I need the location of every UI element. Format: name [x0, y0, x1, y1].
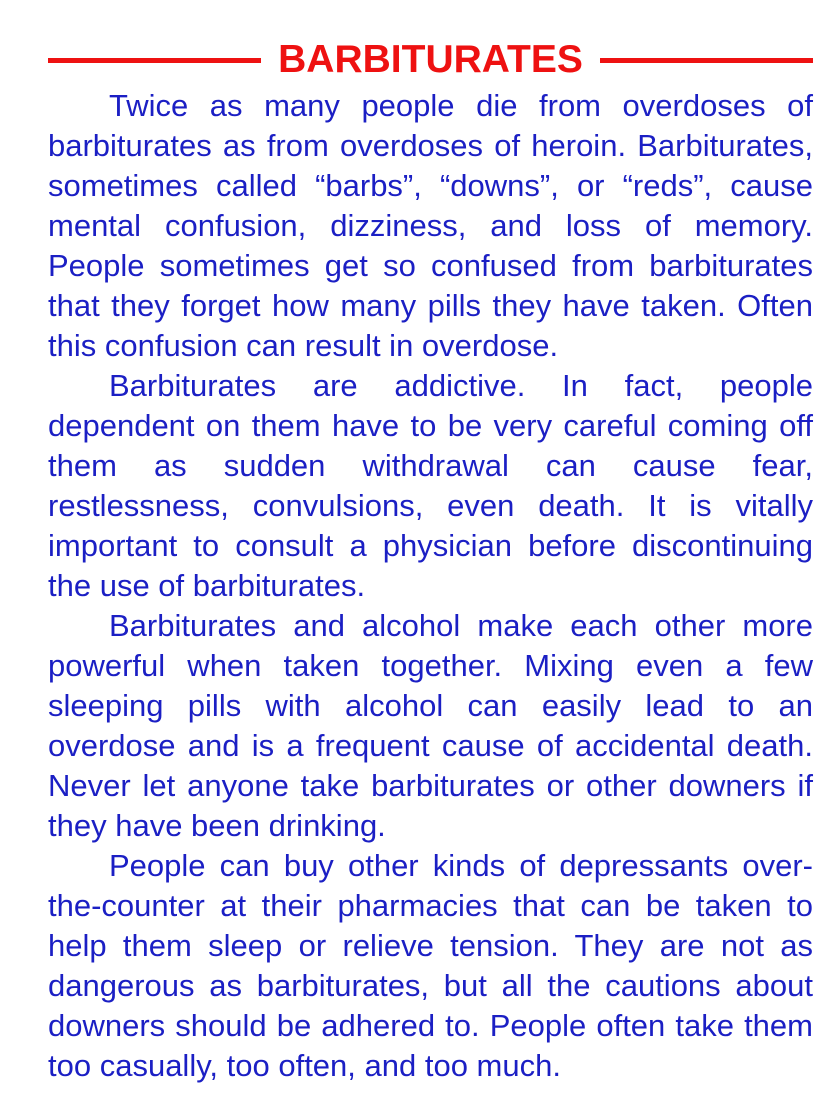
article-body	[48, 86, 813, 1086]
paragraph-overdose: Twice as many people die from overdoses of barbiturates as from overdoses of heroin. Barbiturates, sometimes called “barbs”, “downs”, or “reds”, cause mental confusion, dizziness, and loss of memory. People sometimes get so confused from barbiturates that they forget how many pills they have taken. Often this confusion can result in overdose.	[48, 88, 813, 363]
section-heading-row	[48, 34, 813, 86]
heading-rule-left	[48, 58, 261, 63]
heading-rule-right	[600, 58, 813, 63]
paragraph-addiction: Barbiturates are addictive. In fact, people dependent on them have to be very careful coming off them as sudden withdrawal can cause fear, restlessness, convulsions, even death. It is vitally important to consult a physician before discontinuing the use of barbiturates.	[48, 368, 813, 603]
document-page	[48, 34, 813, 1086]
section-title: BARBITURATES	[278, 38, 583, 81]
paragraph-alcohol: Barbiturates and alcohol make each other more powerful when taken together. Mixing even a few sleeping pills with alcohol can easily lead to an overdose and is a frequent cause of accidental death. Never let anyone take barbiturates or other downers if they have been drinking.	[48, 608, 813, 843]
paragraph-otc-depressants: People can buy other kinds of depressants over-the-counter at their pharmacies that can be taken to help them sleep or relieve tension. They are not as dangerous as barbiturates, but all the cautions about downers should be adhered to. People often take them too casually, too often, and too much.	[48, 848, 813, 1083]
